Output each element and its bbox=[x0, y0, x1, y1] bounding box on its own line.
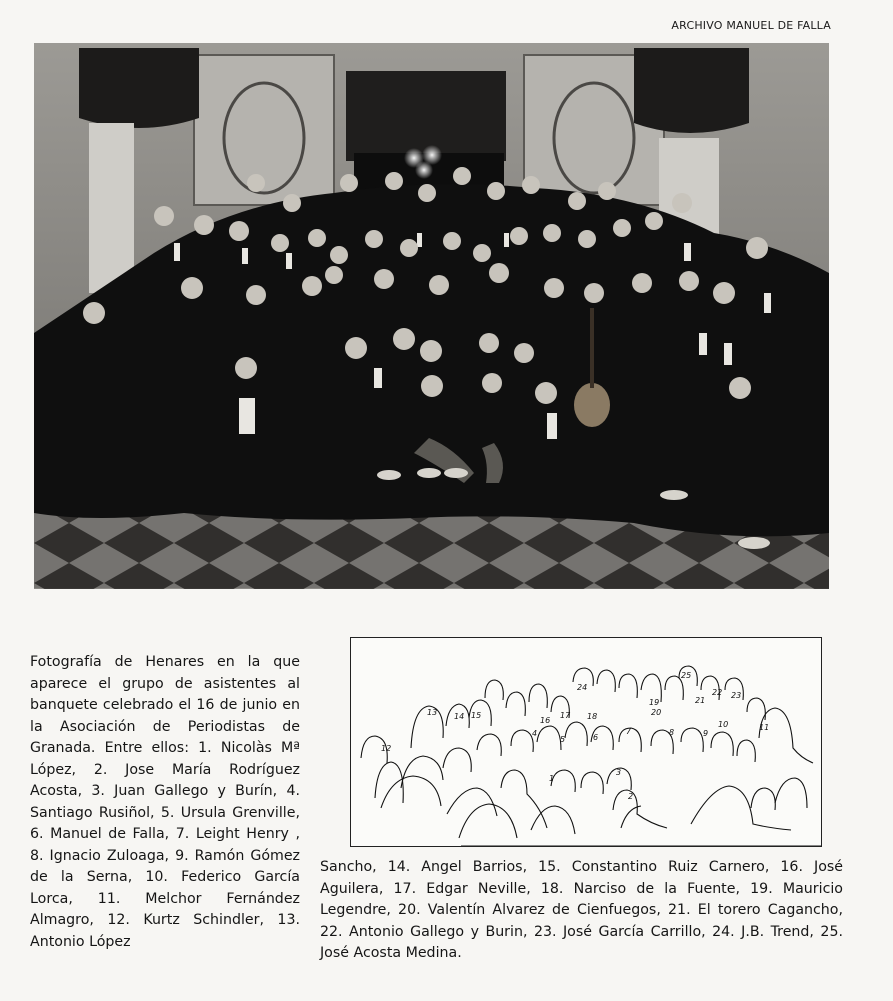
svg-text:20: 20 bbox=[651, 708, 662, 717]
svg-text:12: 12 bbox=[381, 744, 392, 753]
svg-text:9: 9 bbox=[703, 729, 709, 738]
svg-text:18: 18 bbox=[587, 712, 598, 721]
svg-text:22: 22 bbox=[712, 688, 723, 697]
caption-text-part1: Fotografía de Henares en la que aparece el grupo de asistentes al banquete celebrado el 16 de junio en la Asociación de Periodistas de Granada. Entre ellos: 1. Nicolàs Mª López, 2. Jose María Rodríguez Acosta, 3. Juan Gallego y Burín, 4. Santiago Rusiñol, 5. Ursula Grenville, 6. Manuel de Falla, 7. Leight Henry , 8. Ignacio Zuloaga, 9. Ramón Gómez de la Serna, 10. Federico García Lorca, 11. Melchor Fernández Almagro, 12. Kurtz Schindler, 13. Antonio López bbox=[30, 654, 300, 950]
svg-text:2: 2 bbox=[628, 792, 634, 801]
svg-text:24: 24 bbox=[577, 683, 588, 692]
caption-text-part2: Sancho, 14. Angel Barrios, 15. Constantino Ruiz Carnero, 16. José Aguilera, 17. Edgar Neville, 18. Narciso de la Fuente, 19. Mauricio Legendre, 20. Valentín Alvarez de Cienfuegos, 21. El torero Cagancho, 22. Antonio Gallego y Burin, 23. José García Carrillo, 24. J.B. Trend, 25. José Acosta Medina. bbox=[320, 859, 843, 961]
svg-text:19: 19 bbox=[649, 698, 660, 707]
archive-header: ARCHIVO MANUEL DE FALLA bbox=[671, 19, 831, 32]
svg-text:4: 4 bbox=[532, 729, 538, 738]
svg-text:6: 6 bbox=[593, 733, 599, 742]
identification-key-diagram bbox=[350, 637, 822, 847]
svg-text:25: 25 bbox=[681, 671, 692, 680]
svg-text:14: 14 bbox=[454, 712, 465, 721]
svg-text:8: 8 bbox=[669, 728, 675, 737]
svg-text:17: 17 bbox=[560, 711, 571, 720]
svg-text:1: 1 bbox=[549, 774, 555, 783]
svg-text:23: 23 bbox=[731, 691, 742, 700]
svg-text:15: 15 bbox=[471, 711, 482, 720]
svg-text:5: 5 bbox=[560, 735, 566, 744]
svg-text:16: 16 bbox=[540, 716, 551, 725]
svg-text:3: 3 bbox=[616, 768, 622, 777]
svg-text:10: 10 bbox=[718, 720, 729, 729]
svg-text:21: 21 bbox=[695, 696, 706, 705]
svg-text:11: 11 bbox=[759, 723, 770, 732]
svg-text:7: 7 bbox=[626, 727, 632, 736]
svg-text:13: 13 bbox=[427, 708, 438, 717]
group-photograph bbox=[34, 43, 829, 589]
